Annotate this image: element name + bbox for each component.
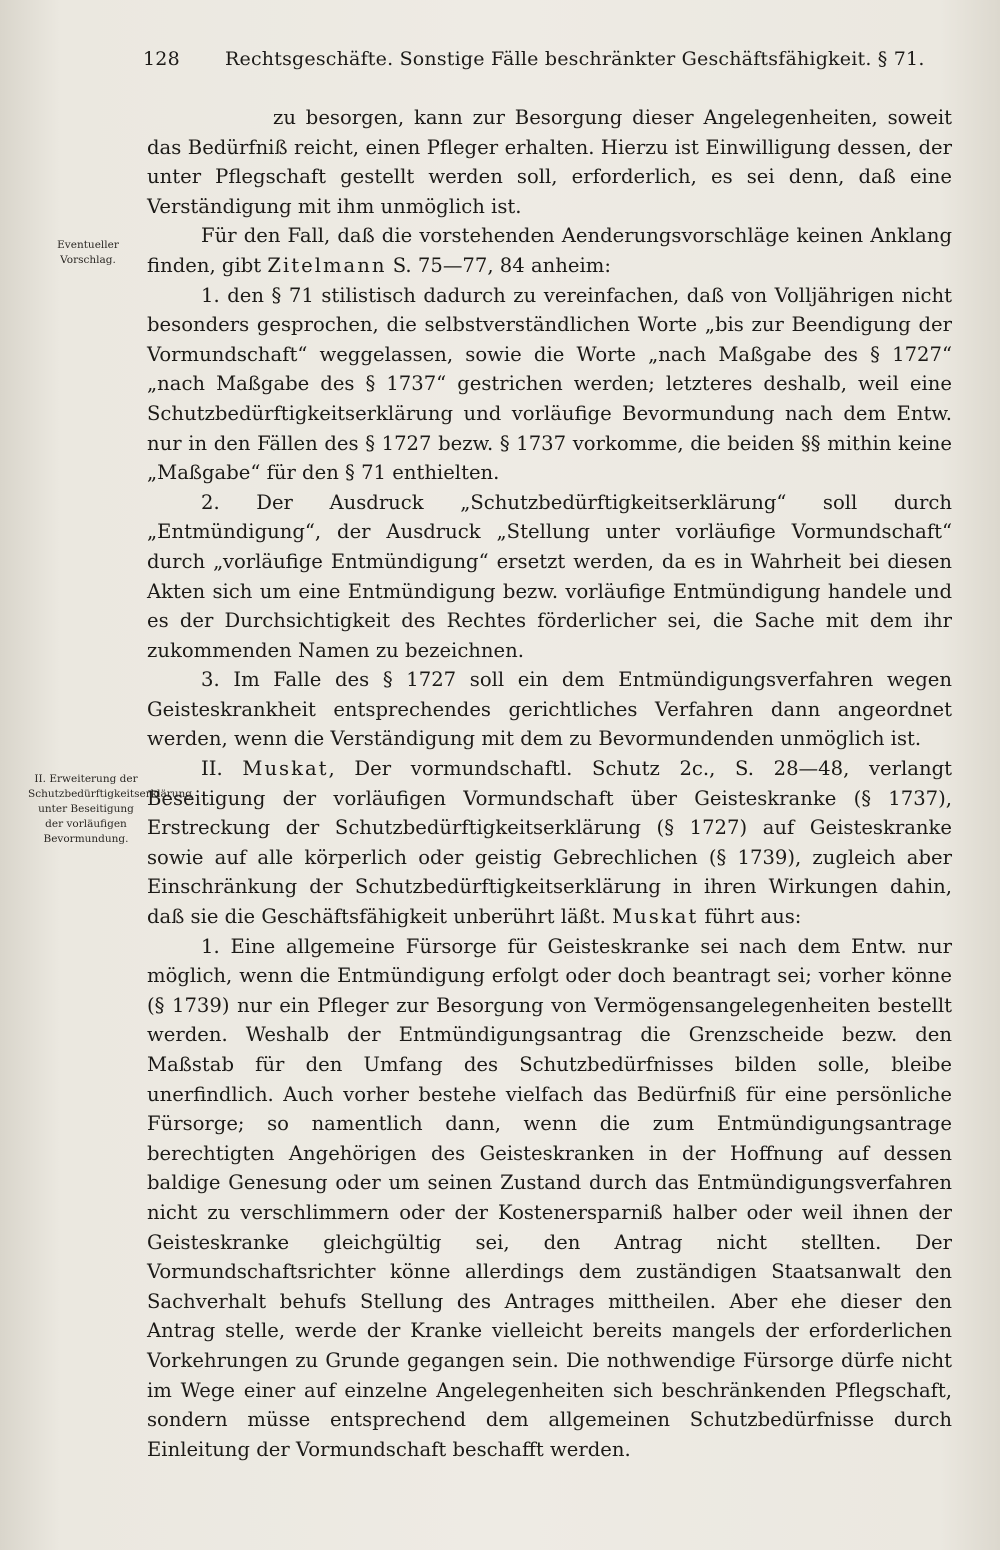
p6-text-mid: , Der vormundschaftl. Schutz 2c., S. 28—48, verlangt Beseitigung der vorläufigen Vormundschaft über Geisteskranke (§ 1737), Erstreckung der Schutzbedürftigkeitserklärung (§ 1727) auf Geisteskranke sowie auf alle körperlich oder geistig Gebrechlichen (§ 1739), zugleich aber Einschränkung der Schutzbedürftigkeitserklärung in ihren Wirkungen dahin, daß sie die Geschäftsfähigkeit unberührt läßt.: [147, 757, 952, 929]
paragraph-2: [147, 221, 952, 280]
body-text: [147, 103, 952, 1464]
p2-text-post: S. 75—77, 84 anheim:: [386, 253, 611, 277]
author-muskat-2: Muskat: [612, 905, 699, 929]
p2-text-pre: Für den Fall, daß die vorstehenden Aenderungsvorschläge keinen Anklang finden, gibt: [147, 224, 952, 277]
margin-note-extension: II. Erweiterung der Schutzbedürftigkeitserklärung unter Beseitigung der vorläufigen Bevormundung.: [28, 773, 192, 845]
page-number: 128: [143, 48, 180, 70]
paragraph-1: zu besorgen, kann zur Besorgung dieser Angelegenheiten, soweit das Bedürfniß reicht, einen Pfleger erhalten. Hierzu ist Einwilligung dessen, der unter Pflegschaft gestellt werden soll, erforderlich, es sei denn, daß eine Verständigung mit ihm unmöglich ist.: [147, 106, 952, 218]
author-muskat: Muskat: [242, 757, 329, 781]
p6-text-pre: II.: [201, 757, 243, 781]
paragraph-muskat: [147, 754, 952, 932]
author-zitelmann: Zitelmann: [267, 253, 387, 277]
p6-text-post: führt aus:: [698, 905, 802, 929]
paragraph-point-2: 2. Der Ausdruck „Schutzbedürftigkeitserklärung“ soll durch „Entmündigung“, der Ausdruck „Stellung unter vorläufige Vormundschaft“ durch „vorläufige Entmündigung“ ersetzt werden, da es in Wahrheit bei diesen Akten sich um eine Entmündigung bezw. vorläufige Entmündigung handele und es der Durchsichtigkeit des Rechtes förderlicher sei, die Sache mit dem ihr zukommenden Namen zu bezeichnen.: [147, 490, 952, 662]
margin-note-eventual-proposal: Eventueller Vorschlag.: [57, 239, 119, 266]
paragraph-muskat-point-1: 1. Eine allgemeine Fürsorge für Geisteskranke sei nach dem Entw. nur möglich, wenn die Entmündigung erfolgt oder doch beantragt sei; vorher könne (§ 1739) nur ein Pfleger zur Besorgung von Vermögensangelegenheiten bestellt werden. Weshalb der Entmündigungsantrag die Grenzscheide bezw. den Maßstab für den Umfang des Schutzbedürfnisses bilden solle, bleibe unerfindlich. Auch vorher bestehe vielfach das Bedürfniß für eine persönliche Fürsorge; so namentlich dann, wenn die zum Entmündigungsantrage berechtigten Angehörigen des Geisteskranken in der Hoffnung auf dessen baldige Genesung oder um seinen Zustand durch das Entmündigungsverfahren nicht zu verschlimmern oder der Kostenersparniß halber oder weil ihnen der Geisteskranke gleichgültig sei, den Antrag nicht stellten. Der Vormundschaftsrichter könne allerdings dem zuständigen Staatsanwalt den Sachverhalt behufs Stellung des Antrages mittheilen. Aber ehe dieser den Antrag stelle, werde der Kranke vielleicht bereits mangels der erforderlichen Vorkehrungen zu Grunde gegangen sein. Die nothwendige Fürsorge dürfe nicht im Wege einer auf einzelne Angelegenheiten sich beschränkenden Pflegschaft, sondern müsse entsprechend dem allgemeinen Schutzbedürfnisse durch Einleitung der Vormundschaft beschafft werden.: [147, 934, 952, 1461]
paragraph-point-1: 1. den § 71 stilistisch dadurch zu vereinfachen, daß von Volljährigen nicht besonders gesprochen, die selbstverständlichen Worte „bis zur Beendigung der Vormundschaft“ weggelassen, sowie die Worte „nach Maßgabe des § 1727“ „nach Maßgabe des § 1737“ gestrichen werden; letzteres deshalb, weil eine Schutzbedürftigkeitserklärung und vorläufige Bevormundung nach dem Entw. nur in den Fällen des § 1727 bezw. § 1737 vorkomme, die beiden §§ mithin keine „Maßgabe“ für den § 71 enthielten.: [147, 283, 952, 485]
paragraph-point-3: 3. Im Falle des § 1727 soll ein dem Entmündigungsverfahren wegen Geisteskrankheit entsprechendes gerichtliches Verfahren dann angeordnet werden, wenn die Verständigung mit dem zu Bevormundenden unmöglich ist.: [147, 668, 952, 751]
running-title: Rechtsgeschäfte. Sonstige Fälle beschränkter Geschäftsfähigkeit. § 71.: [225, 48, 925, 70]
page-header: [143, 48, 925, 78]
